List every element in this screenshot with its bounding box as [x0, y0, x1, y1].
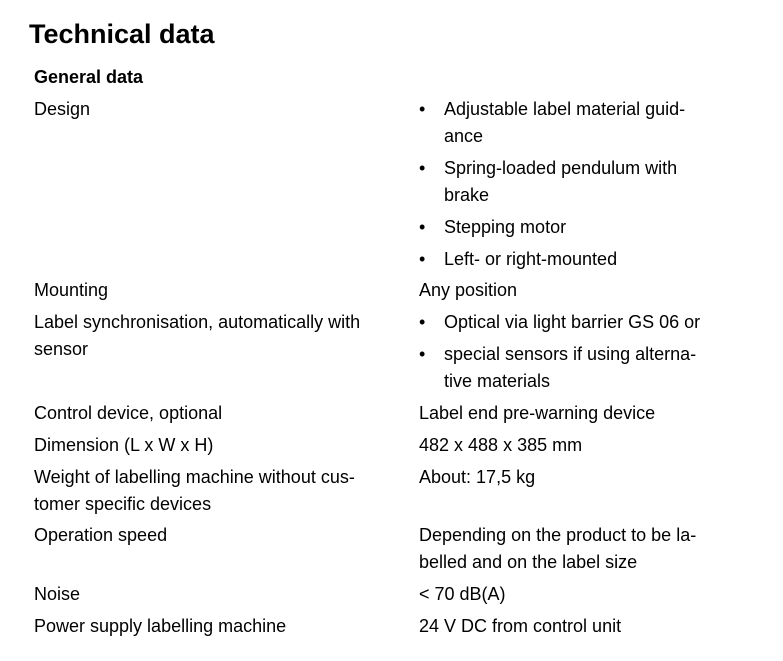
bullet-icon: •: [419, 217, 426, 237]
list-item: [419, 341, 749, 395]
label-sync-bullet-2-text: special sensors if using alterna- tive materials: [444, 344, 697, 391]
bullet-icon: •: [419, 312, 426, 332]
mounting-value: Any position: [419, 280, 518, 300]
list-item: [419, 96, 749, 150]
operation-speed-label: Operation speed: [34, 525, 168, 545]
label-sync-label: Label synchronisation, automatically with sensor: [34, 312, 361, 359]
dimension-value: 482 x 488 x 385 mm: [419, 435, 583, 455]
operation-speed-value: Depending on the product to be la- belled and on the label size: [419, 525, 697, 572]
design-bullet-3-text: Stepping motor: [444, 217, 567, 237]
noise-value: < 70 dB(A): [419, 584, 506, 604]
control-device-value: Label end pre-warning device: [419, 403, 656, 423]
power-supply-label: Power supply labelling machine: [34, 616, 287, 636]
bullet-icon: •: [419, 99, 426, 119]
list-item: [419, 155, 749, 209]
design-bullet-1-text: Adjustable label material guid- ance: [444, 99, 686, 146]
noise-label: Noise: [34, 584, 81, 604]
page-title: Technical data: [29, 19, 215, 49]
label-sync-bullet-1-text: Optical via light barrier GS 06 or: [444, 312, 701, 332]
weight-label: Weight of labelling machine without cus- tomer specific devices: [34, 467, 355, 514]
dimension-label: Dimension (L x W x H): [34, 435, 214, 455]
list-item: [419, 309, 749, 336]
list-item: [419, 246, 749, 273]
list-item: [419, 214, 749, 241]
design-bullet-list: [419, 96, 749, 278]
mounting-label: Mounting: [34, 280, 109, 300]
design-bullet-2-text: Spring-loaded pendulum with brake: [444, 158, 678, 205]
weight-value: About: 17,5 kg: [419, 467, 536, 487]
design-label: Design: [34, 99, 91, 119]
section-heading-general-data: General data: [34, 67, 144, 87]
design-bullet-4-text: Left- or right-mounted: [444, 249, 618, 269]
power-supply-value: 24 V DC from control unit: [419, 616, 622, 636]
bullet-icon: •: [419, 249, 426, 269]
bullet-icon: •: [419, 344, 426, 364]
bullet-icon: •: [419, 158, 426, 178]
label-sync-bullet-list: [419, 309, 749, 400]
control-device-label: Control device, optional: [34, 403, 223, 423]
